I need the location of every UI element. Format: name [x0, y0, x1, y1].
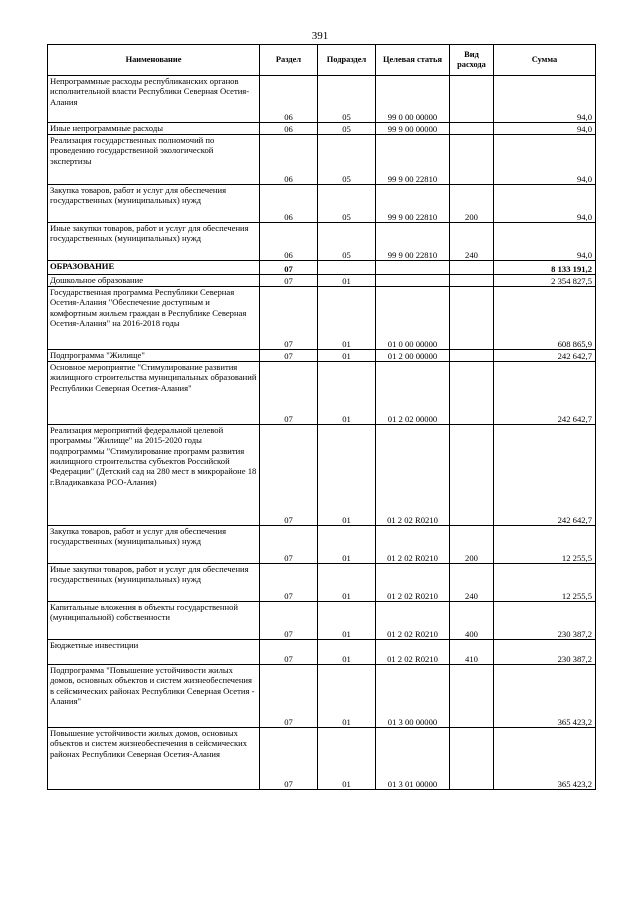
cell-vid: 410	[450, 640, 494, 665]
cell-name: Капитальные вложения в объекты государственной (муниципальной) собственности	[48, 602, 260, 640]
cell-podrazdel: 01	[318, 362, 376, 425]
cell-razdel: 06	[260, 185, 318, 223]
table-row	[48, 135, 596, 185]
cell-podrazdel: 05	[318, 123, 376, 135]
cell-summa: 12 255,5	[494, 564, 596, 602]
cell-name: Иные закупки товаров, работ и услуг для обеспечения государственных (муниципальных) нужд	[48, 223, 260, 261]
table-row	[48, 665, 596, 728]
cell-podrazdel: 01	[318, 728, 376, 790]
cell-razdel: 06	[260, 76, 318, 123]
cell-vid	[450, 76, 494, 123]
cell-razdel: 07	[260, 728, 318, 790]
cell-name: Иные закупки товаров, работ и услуг для обеспечения государственных (муниципальных) нужд	[48, 564, 260, 602]
cell-summa: 365 423,2	[494, 665, 596, 728]
cell-statya	[376, 275, 450, 287]
cell-name: Реализация мероприятий федеральной целевой программы "Жилище" на 2015-2020 годы подпрограммы "Стимулирование программ развития жилищного строительства субъектов Российской Федерации" (Детский сад на 280 мест в микрорайоне 18 г.Владикавказа РСО-Алания)	[48, 425, 260, 526]
cell-vid	[450, 135, 494, 185]
table-row	[48, 728, 596, 790]
cell-razdel: 06	[260, 135, 318, 185]
cell-vid: 400	[450, 602, 494, 640]
cell-podrazdel: 05	[318, 76, 376, 123]
cell-statya: 01 3 01 00000	[376, 728, 450, 790]
cell-name: Иные непрограммные расходы	[48, 123, 260, 135]
table-row	[48, 425, 596, 526]
cell-podrazdel: 05	[318, 223, 376, 261]
cell-summa: 608 865,9	[494, 287, 596, 350]
table-row	[48, 185, 596, 223]
cell-podrazdel: 05	[318, 135, 376, 185]
cell-statya: 99 0 00 00000	[376, 76, 450, 123]
table-row	[48, 602, 596, 640]
cell-summa: 242 642,7	[494, 362, 596, 425]
cell-statya: 99 9 00 22810	[376, 135, 450, 185]
cell-podrazdel: 01	[318, 287, 376, 350]
cell-vid	[450, 275, 494, 287]
cell-podrazdel: 01	[318, 640, 376, 665]
cell-name: Повышение устойчивости жилых домов, основных объектов и систем жизнеобеспечения в сейсмических районах Республики Северная Осетия-Алания	[48, 728, 260, 790]
cell-razdel: 07	[260, 287, 318, 350]
table-row	[48, 123, 596, 135]
table-row	[48, 287, 596, 350]
cell-podrazdel: 01	[318, 425, 376, 526]
cell-statya: 01 2 02 R0210	[376, 425, 450, 526]
cell-statya: 01 2 02 R0210	[376, 526, 450, 564]
cell-statya: 01 2 02 R0210	[376, 564, 450, 602]
cell-vid	[450, 665, 494, 728]
cell-razdel: 07	[260, 425, 318, 526]
cell-razdel: 07	[260, 261, 318, 275]
cell-podrazdel: 01	[318, 526, 376, 564]
cell-name: Бюджетные инвестиции	[48, 640, 260, 665]
cell-statya: 99 9 00 22810	[376, 185, 450, 223]
header-summa: Сумма	[494, 45, 596, 76]
cell-podrazdel: 01	[318, 665, 376, 728]
header-name: Наименование	[48, 45, 260, 76]
cell-statya: 99 9 00 22810	[376, 223, 450, 261]
cell-name: Закупка товаров, работ и услуг для обеспечения государственных (муниципальных) нужд	[48, 526, 260, 564]
budget-table	[47, 44, 596, 790]
cell-statya: 01 2 02 R0210	[376, 640, 450, 665]
cell-name: Закупка товаров, работ и услуг для обеспечения государственных (муниципальных) нужд	[48, 185, 260, 223]
cell-summa: 365 423,2	[494, 728, 596, 790]
cell-statya: 01 2 02 R0210	[376, 602, 450, 640]
table-header-row	[48, 45, 596, 76]
cell-statya	[376, 261, 450, 275]
cell-summa: 94,0	[494, 135, 596, 185]
table-row	[48, 261, 596, 275]
header-razdel: Раздел	[260, 45, 318, 76]
header-podrazdel: Подраздел	[318, 45, 376, 76]
cell-name: Реализация государственных полномочий по проведению государственной экологической экспертизы	[48, 135, 260, 185]
cell-podrazdel: 01	[318, 275, 376, 287]
table-row	[48, 223, 596, 261]
cell-statya: 01 2 00 00000	[376, 350, 450, 362]
cell-vid	[450, 261, 494, 275]
cell-razdel: 07	[260, 350, 318, 362]
cell-vid	[450, 287, 494, 350]
cell-name: Непрограммные расходы республиканских органов исполнительной власти Республики Северная Осетия-Алания	[48, 76, 260, 123]
cell-summa: 2 354 827,5	[494, 275, 596, 287]
cell-summa: 94,0	[494, 185, 596, 223]
cell-vid: 200	[450, 185, 494, 223]
cell-name: Подпрограмма "Повышение устойчивости жилых домов, основных объектов и систем жизнеобеспечения в сейсмических районах Республики Северная Осетия - Алания"	[48, 665, 260, 728]
cell-summa: 242 642,7	[494, 350, 596, 362]
cell-razdel: 06	[260, 223, 318, 261]
cell-vid	[450, 123, 494, 135]
cell-summa: 8 133 191,2	[494, 261, 596, 275]
cell-vid: 240	[450, 223, 494, 261]
cell-podrazdel: 01	[318, 602, 376, 640]
table-row	[48, 275, 596, 287]
cell-razdel: 07	[260, 665, 318, 728]
table-row	[48, 350, 596, 362]
cell-vid	[450, 425, 494, 526]
header-vid: Вид расхода	[450, 45, 494, 76]
cell-vid	[450, 362, 494, 425]
cell-name: Подпрограмма "Жилище"	[48, 350, 260, 362]
cell-summa: 94,0	[494, 76, 596, 123]
cell-razdel: 07	[260, 640, 318, 665]
table-row	[48, 526, 596, 564]
cell-vid: 240	[450, 564, 494, 602]
cell-podrazdel: 05	[318, 185, 376, 223]
cell-vid: 200	[450, 526, 494, 564]
cell-statya: 01 3 00 00000	[376, 665, 450, 728]
cell-podrazdel: 01	[318, 350, 376, 362]
cell-summa: 230 387,2	[494, 602, 596, 640]
cell-statya: 01 0 00 00000	[376, 287, 450, 350]
cell-summa: 230 387,2	[494, 640, 596, 665]
table-row	[48, 362, 596, 425]
cell-razdel: 06	[260, 123, 318, 135]
cell-summa: 94,0	[494, 123, 596, 135]
table-row	[48, 76, 596, 123]
cell-razdel: 07	[260, 564, 318, 602]
table-row	[48, 564, 596, 602]
cell-name: Основное мероприятие "Стимулирование развития жилищного строительства муниципальных образований Республики Северная Осетия-Алания"	[48, 362, 260, 425]
cell-name: Дошкольное образование	[48, 275, 260, 287]
page-number: 391	[311, 30, 329, 42]
cell-razdel: 07	[260, 602, 318, 640]
cell-name: Государственная программа Республики Северная Осетия-Алания "Обеспечение доступным и комфортным жильем граждан в Республике Северная Осетия-Алания" на 2016-2018 годы	[48, 287, 260, 350]
cell-razdel: 07	[260, 362, 318, 425]
header-statya: Целевая статья	[376, 45, 450, 76]
cell-statya: 99 9 00 00000	[376, 123, 450, 135]
table-row	[48, 640, 596, 665]
cell-podrazdel	[318, 261, 376, 275]
cell-name: ОБРАЗОВАНИЕ	[48, 261, 260, 275]
cell-podrazdel: 01	[318, 564, 376, 602]
cell-vid	[450, 728, 494, 790]
cell-statya: 01 2 02 00000	[376, 362, 450, 425]
cell-summa: 12 255,5	[494, 526, 596, 564]
cell-razdel: 07	[260, 526, 318, 564]
cell-summa: 242 642,7	[494, 425, 596, 526]
cell-vid	[450, 350, 494, 362]
cell-razdel: 07	[260, 275, 318, 287]
cell-summa: 94,0	[494, 223, 596, 261]
